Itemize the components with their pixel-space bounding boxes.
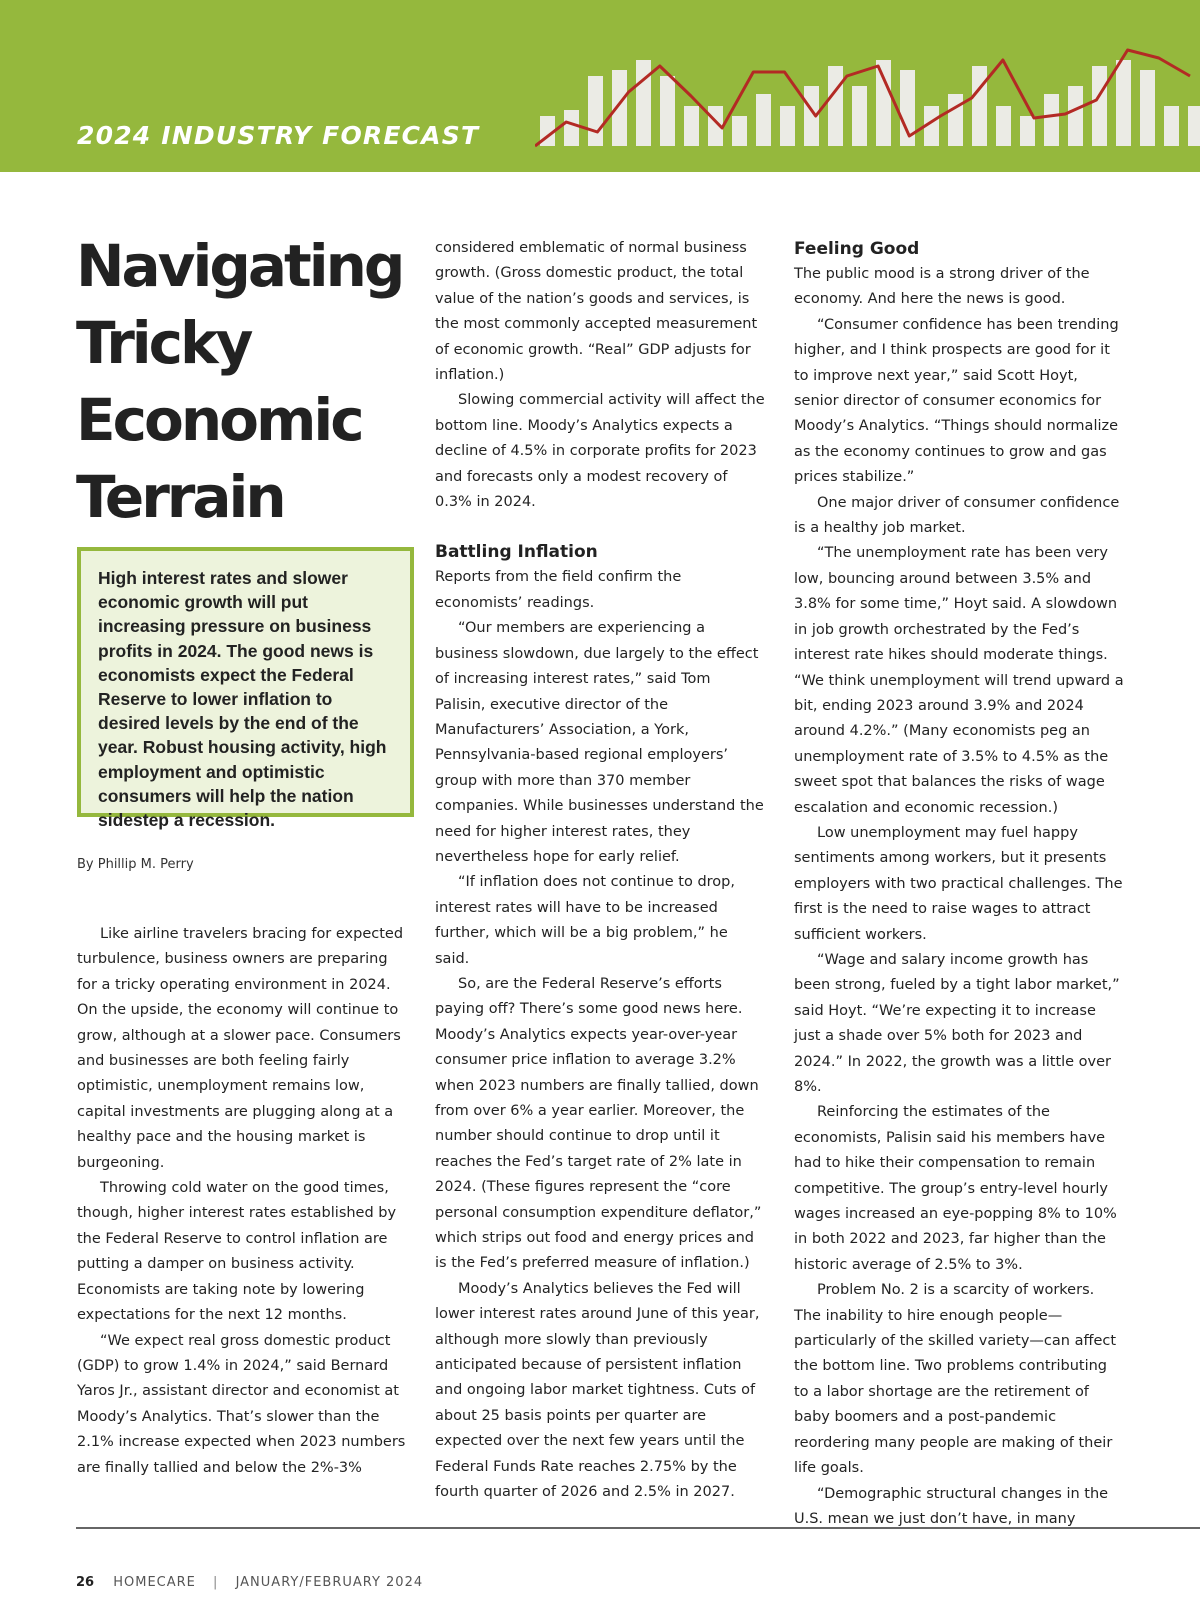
banner-bar [1068, 86, 1083, 146]
body-paragraph: “Demographic structural changes in the U.S. mean we just don’t have, in many [794, 1485, 1109, 1527]
section-lead-paragraph: Reports from the field confirm the economists’ readings. [435, 569, 682, 611]
banner-bar [972, 66, 987, 146]
body-paragraph: So, are the Federal Reserve’s efforts paying off? There’s some good news here. Moody’s Analytics expects year-over-year consumer price inflation to average 3.2% when 2023 numbers are finally tallied, down from over 6% a year earlier. Moreover, the number should continue to drop until it reaches the Fed’s target rate of 2% late in 2024. (These figures represent the “core personal consumption expenditure deflator,” which strips out food and energy prices and is the Fed’s preferred measure of inflation.) [435, 975, 762, 1272]
byline: By Phillip M. Perry [77, 857, 194, 872]
body-paragraph: Low unemployment may fuel happy sentiments among workers, but it presents employers with two practical challenges. The first is the need to raise wages to attract sufficient workers. [794, 824, 1123, 943]
section-heading-feeling-good: Feeling Good [794, 239, 920, 259]
article-headline: Navigating Tricky Economic Terrain [76, 232, 403, 531]
body-paragraph-continued: considered emblematic of normal business growth. (Gross domestic product, the total value of the nation’s goods and services, is the most commonly accepted measurement of economic growth. “Real” GDP adjusts for inflation.) [435, 240, 758, 384]
section-lead-paragraph: The public mood is a strong driver of the economy. And here the news is good. [794, 266, 1090, 308]
banner-bar [996, 106, 1011, 146]
banner-bar [660, 76, 675, 146]
body-paragraph: Moody’s Analytics believes the Fed will lower interest rates around June of this year, although more slowly than previously anticipated because of persistent inflation and ongoing labor market tightness. Cuts of about 25 basis points per quarter are expected over the next few years until the Federal Funds Rate reaches 2.75% by the fourth quarter of 2026 and 2.5% in 2027. [435, 1280, 760, 1501]
page-footer [76, 1575, 423, 1590]
banner-bar [732, 116, 747, 146]
body-paragraph: “The unemployment rate has been very low, bouncing around between 3.5% and 3.8% for some time,” Hoyt said. A slowdown in job growth orchestrated by the Fed’s interest rate hikes should moderate things. “We think unemployment will trend upward a bit, ending 2023 around 3.9% and 2024 around 4.2%.” (Many economists peg an unemployment rate of 3.5% to 4.5% as the sweet spot that balances the risks of wage escalation and economic recession.) [794, 545, 1124, 816]
banner-title: 2024 INDUSTRY FORECAST [77, 121, 480, 150]
banner-bar [852, 86, 867, 146]
page-number: 26 [76, 1575, 95, 1590]
footer-separator: | [213, 1575, 219, 1590]
banner-bar [876, 60, 891, 146]
body-paragraph: “Consumer confidence has been trending higher, and I think prospects are good for it to improve next year,” said Scott Hoyt, senior director of consumer economics for Moody’s Analytics. “Things should normalize as the economy continues to grow and gas prices stabilize.” [794, 316, 1119, 486]
body-paragraph: Slowing commercial activity will affect the bottom line. Moody’s Analytics expects a decline of 4.5% in corporate profits for 2023 and forecasts only a modest recovery of 0.3% in 2024. [435, 392, 765, 511]
body-paragraph: “We expect real gross domestic product (GDP) to grow 1.4% in 2024,” said Bernard Yaros Jr., assistant director and economist at Moody’s Analytics. That’s slower than the 2.1% increase expected when 2023 numbers are finally tallied and below the 2%-3% [77, 1332, 406, 1476]
body-paragraph: One major driver of consumer confidence is a healthy job market. [794, 494, 1120, 537]
section-heading-battling-inflation: Battling Inflation [435, 542, 598, 563]
body-paragraph: “If inflation does not continue to drop, interest rates will have to be increased further, which will be a big problem,” he said. [435, 874, 735, 967]
body-paragraph: Like airline travelers bracing for expected turbulence, business owners are preparing for a tricky operating environment in 2024. On the upside, the economy will continue to grow, although at a slower pace. Consumers and businesses are both feeling fairly optimistic, unemployment remains low, capital investments are plugging along at a healthy pace and the housing market is burgeoning. [77, 926, 404, 1171]
banner-bar [948, 94, 963, 146]
banner-bar [636, 60, 651, 146]
banner-bar [780, 106, 795, 146]
banner-bar-line-graphic [535, 40, 1200, 172]
banner-bar [1164, 106, 1179, 146]
banner-bar [1188, 106, 1200, 146]
banner-bar [1044, 94, 1059, 146]
banner-bar [828, 66, 843, 146]
issue-date: JANUARY/FEBRUARY 2024 [235, 1575, 424, 1590]
body-paragraph: Problem No. 2 is a scarcity of workers. The inability to hire enough people—particularly of the skilled variety—can affect the bottom line. Two problems contributing to a labor shortage are the retirement of baby boomers and a post-pandemic reordering many people are making of their life goals. [794, 1282, 1117, 1477]
body-paragraph: “Our members are experiencing a business slowdown, due largely to the effect of increasing interest rates,” said Tom Palisin, executive director of the Manufacturers’ Association, a York, Pennsylvania-based regional employers’ group with more than 370 member companies. While businesses understand the need for higher interest rates, they nevertheless hope for early relief. [435, 620, 764, 865]
banner-bar [1116, 60, 1131, 146]
banner-bar [684, 106, 699, 146]
footer-divider [76, 1527, 1200, 1529]
body-paragraph: Reinforcing the estimates of the economists, Palisin said his members have had to hike their compensation to remain competitive. The group’s entry-level hourly wages increased an eye-popping 8% to 10% in both 2022 and 2023, far higher than the historic average of 2.5% to 3%. [794, 1104, 1117, 1273]
banner-bar [1020, 116, 1035, 146]
summary-text: High interest rates and slower economic growth will put increasing pressure on business profits in 2024. The good news is economists expect the Federal Reserve to lower inflation to desired levels by the end of the year. Robust housing activity, high employment and optimistic consumers will help the nation sidestep a recession. [98, 568, 387, 831]
banner-bar [564, 110, 579, 146]
publication-name: HOMECARE [113, 1575, 196, 1590]
forecast-banner [0, 0, 1200, 172]
banner-bar [756, 94, 771, 146]
banner-bar [588, 76, 603, 146]
body-paragraph: Throwing cold water on the good times, though, higher interest rates established by the Federal Reserve to control inflation are putting a damper on business activity. Economists are taking note by lowering expectations for the next 12 months. [77, 1180, 397, 1324]
article-column-3 [794, 236, 1124, 1532]
banner-bar [1140, 70, 1155, 146]
banner-bar [1092, 66, 1107, 146]
article-column-1 [77, 922, 407, 1481]
body-paragraph: “Wage and salary income growth has been strong, fueled by a tight labor market,” said Hoyt. “We’re expecting it to increase just a shade over 5% both for 2023 and 2024.” In 2022, the growth was a little over 8%. [794, 951, 1120, 1095]
article-column-2 [435, 236, 765, 1506]
summary-callout-box [77, 547, 414, 831]
